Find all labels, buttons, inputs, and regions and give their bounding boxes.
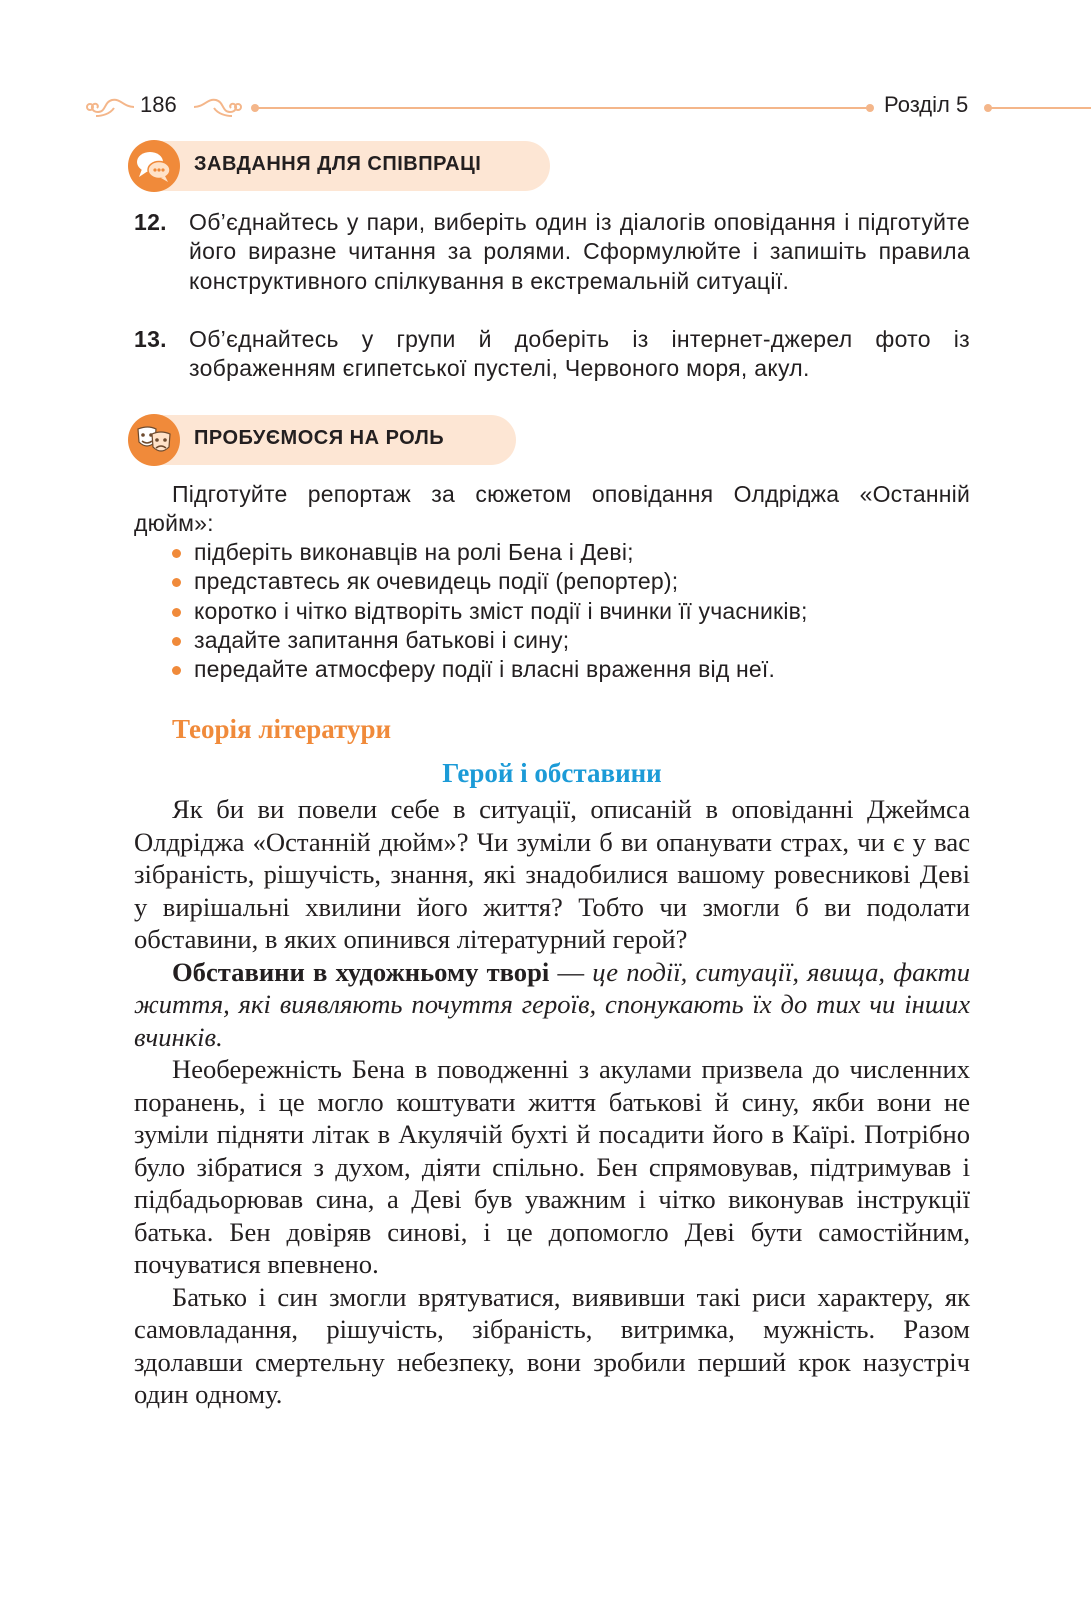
page-number: 186 [140, 92, 177, 117]
roleplay-intro: Підготуйте репортаж за сюжетом оповідання Олдріджа «Останній дюйм»: [134, 481, 970, 537]
list-item: передайте атмосферу події і власні враження від неї. [170, 655, 970, 684]
theory-body [134, 793, 970, 1411]
paragraph: Як би ви повели себе в ситуації, описаній в оповіданні Джеймса Олдріджа «Останній дюйм»? Чи зуміли б ви опанувати страх, чи є у вас зібраність, рішучість, знання, які знадобилися вашому ровесникові Деві у вирішальні хвилини його життя? Тобто чи змогли б ви подолати обставини, в яких опинився літературний герой? [134, 794, 970, 954]
roleplay-title: ПРОБУЄМОСЯ НА РОЛЬ [194, 427, 445, 449]
task-number: 12. [134, 209, 167, 235]
list-item: підберіть виконавців на ролі Бена і Деві; [170, 538, 970, 567]
page-header [0, 86, 1091, 126]
paragraph: Необережність Бена в поводженні з акулами призвела до численних поранень, і це могло коштувати життя батькові й сину, якби вони не зуміли підняти літак в Акулячій бухті й посадити його в Каїрі. Потрібно було зібратися з духом, діяти спільно. Бен спрямовував, підтримував і підбадьорював сина, а Деві був уважним і чітко виконував інструкції батька. Бен довіряв синові, і це допомогло Деві бути самостійним, почуватися впевнено. [134, 1054, 970, 1279]
section-label: Розділ 5 [884, 92, 969, 117]
definition-text: це події, ситуації, явища, факти життя, які виявляють почуття героїв, спонукають їх до тих чи інших вчинків. [134, 956, 970, 1052]
chat-bubbles-icon [128, 140, 180, 192]
definition-dash: — [549, 956, 593, 987]
task-number: 13. [134, 326, 167, 352]
ornament-left-icon [84, 94, 136, 120]
list-item: коротко і чітко відтворіть зміст події і вчинки її учасників; [170, 597, 970, 626]
theater-masks-icon [128, 414, 180, 466]
header-rule [258, 107, 870, 109]
task-text: Об’єднайтесь у групи й доберіть із інтернет-джерел фото із зображенням єгипетської пустелі, Червоного моря, акул. [189, 326, 970, 382]
paragraph: Батько і син змогли врятуватися, виявивши такі риси характеру, як самовладання, рішучість, зібраність, витримка, мужність. Разом здолавши смертельну небезпеку, вони зробили перший крок назустріч один одному. [134, 1281, 970, 1409]
definition [134, 956, 970, 1054]
rule-dot [866, 104, 874, 112]
list-item: представтесь як очевидець події (репортер); [170, 567, 970, 596]
theory-title: Герой і обставини [442, 758, 662, 788]
definition-term: Обставини в художньому творі [172, 956, 550, 987]
task-item [134, 208, 970, 296]
list-item: задайте запитання батькові і сину; [170, 626, 970, 655]
task-item [134, 325, 970, 384]
cooperation-title: ЗАВДАННЯ ДЛЯ СПІВПРАЦІ [194, 153, 482, 175]
roleplay-list [170, 538, 970, 684]
task-text: Об’єднайтесь у пари, виберіть один із діалогів оповідання і підготуйте його виразне читання за ролями. Сформулюйте і запишіть правила конструктивного спілкування в екстремальній ситуації. [189, 209, 970, 294]
header-rule-right [990, 107, 1091, 109]
ornament-right-icon [192, 94, 244, 120]
theory-label: Теорія літератури [172, 714, 392, 744]
